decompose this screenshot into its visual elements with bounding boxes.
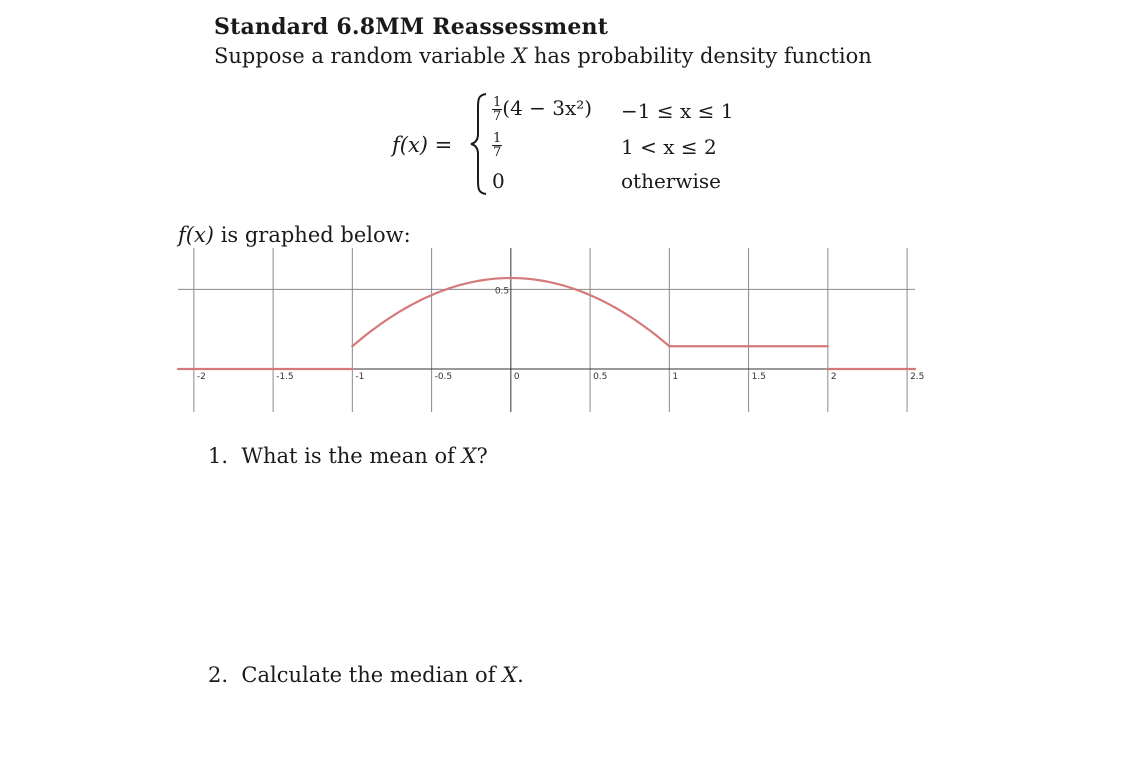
tick-labels <box>197 286 925 382</box>
intro-text <box>214 44 872 68</box>
x-tick-label: -1.5 <box>276 372 294 383</box>
case-2-expression <box>492 132 502 159</box>
x-tick-label: 2.5 <box>910 372 925 383</box>
question-2: 2. Calculate the median of X. <box>208 663 524 687</box>
pdf-curve <box>178 278 915 369</box>
case-1-coefficient: $\frac{1}{7}$ <box>493 95 502 124</box>
left-brace-icon <box>468 92 490 196</box>
case-2-condition: 1 < x ≤ 2 <box>621 135 717 159</box>
graph-caption: f(x) is graphed below: <box>178 223 411 247</box>
case-3-expression: 0 <box>492 169 505 193</box>
case-1-condition: −1 ≤ x ≤ 1 <box>621 99 734 123</box>
grid-lines <box>178 248 915 412</box>
intro-variable: X <box>512 44 528 68</box>
case-2-coefficient: $\frac{1}{7}$ <box>493 131 502 160</box>
x-tick-label: 1.5 <box>751 372 766 383</box>
x-tick-label: -1 <box>355 372 365 383</box>
pdf-graph <box>178 248 925 412</box>
intro-before: Suppose a random variable <box>214 44 513 68</box>
pdf-lhs: f(x) = <box>392 133 453 157</box>
x-tick-label: -0.5 <box>434 372 453 383</box>
case-1-expression: $\frac{1}{7}$ (4 − 3x²) <box>493 95 593 124</box>
case-3-condition: otherwise <box>621 169 721 193</box>
intro-after: has probability density function <box>527 44 872 68</box>
y-tick-label: 0.5 <box>494 286 510 297</box>
x-tick-label: 2 <box>830 372 837 383</box>
page-title: Standard 6.8MM Reassessment <box>214 14 609 40</box>
axes <box>178 248 915 412</box>
x-tick-label: 0 <box>513 372 520 383</box>
x-tick-label: 1 <box>672 372 679 383</box>
question-1: 1. What is the mean of X? <box>208 444 488 468</box>
x-tick-label: -2 <box>196 372 206 383</box>
x-tick-label: 0.5 <box>593 372 608 383</box>
